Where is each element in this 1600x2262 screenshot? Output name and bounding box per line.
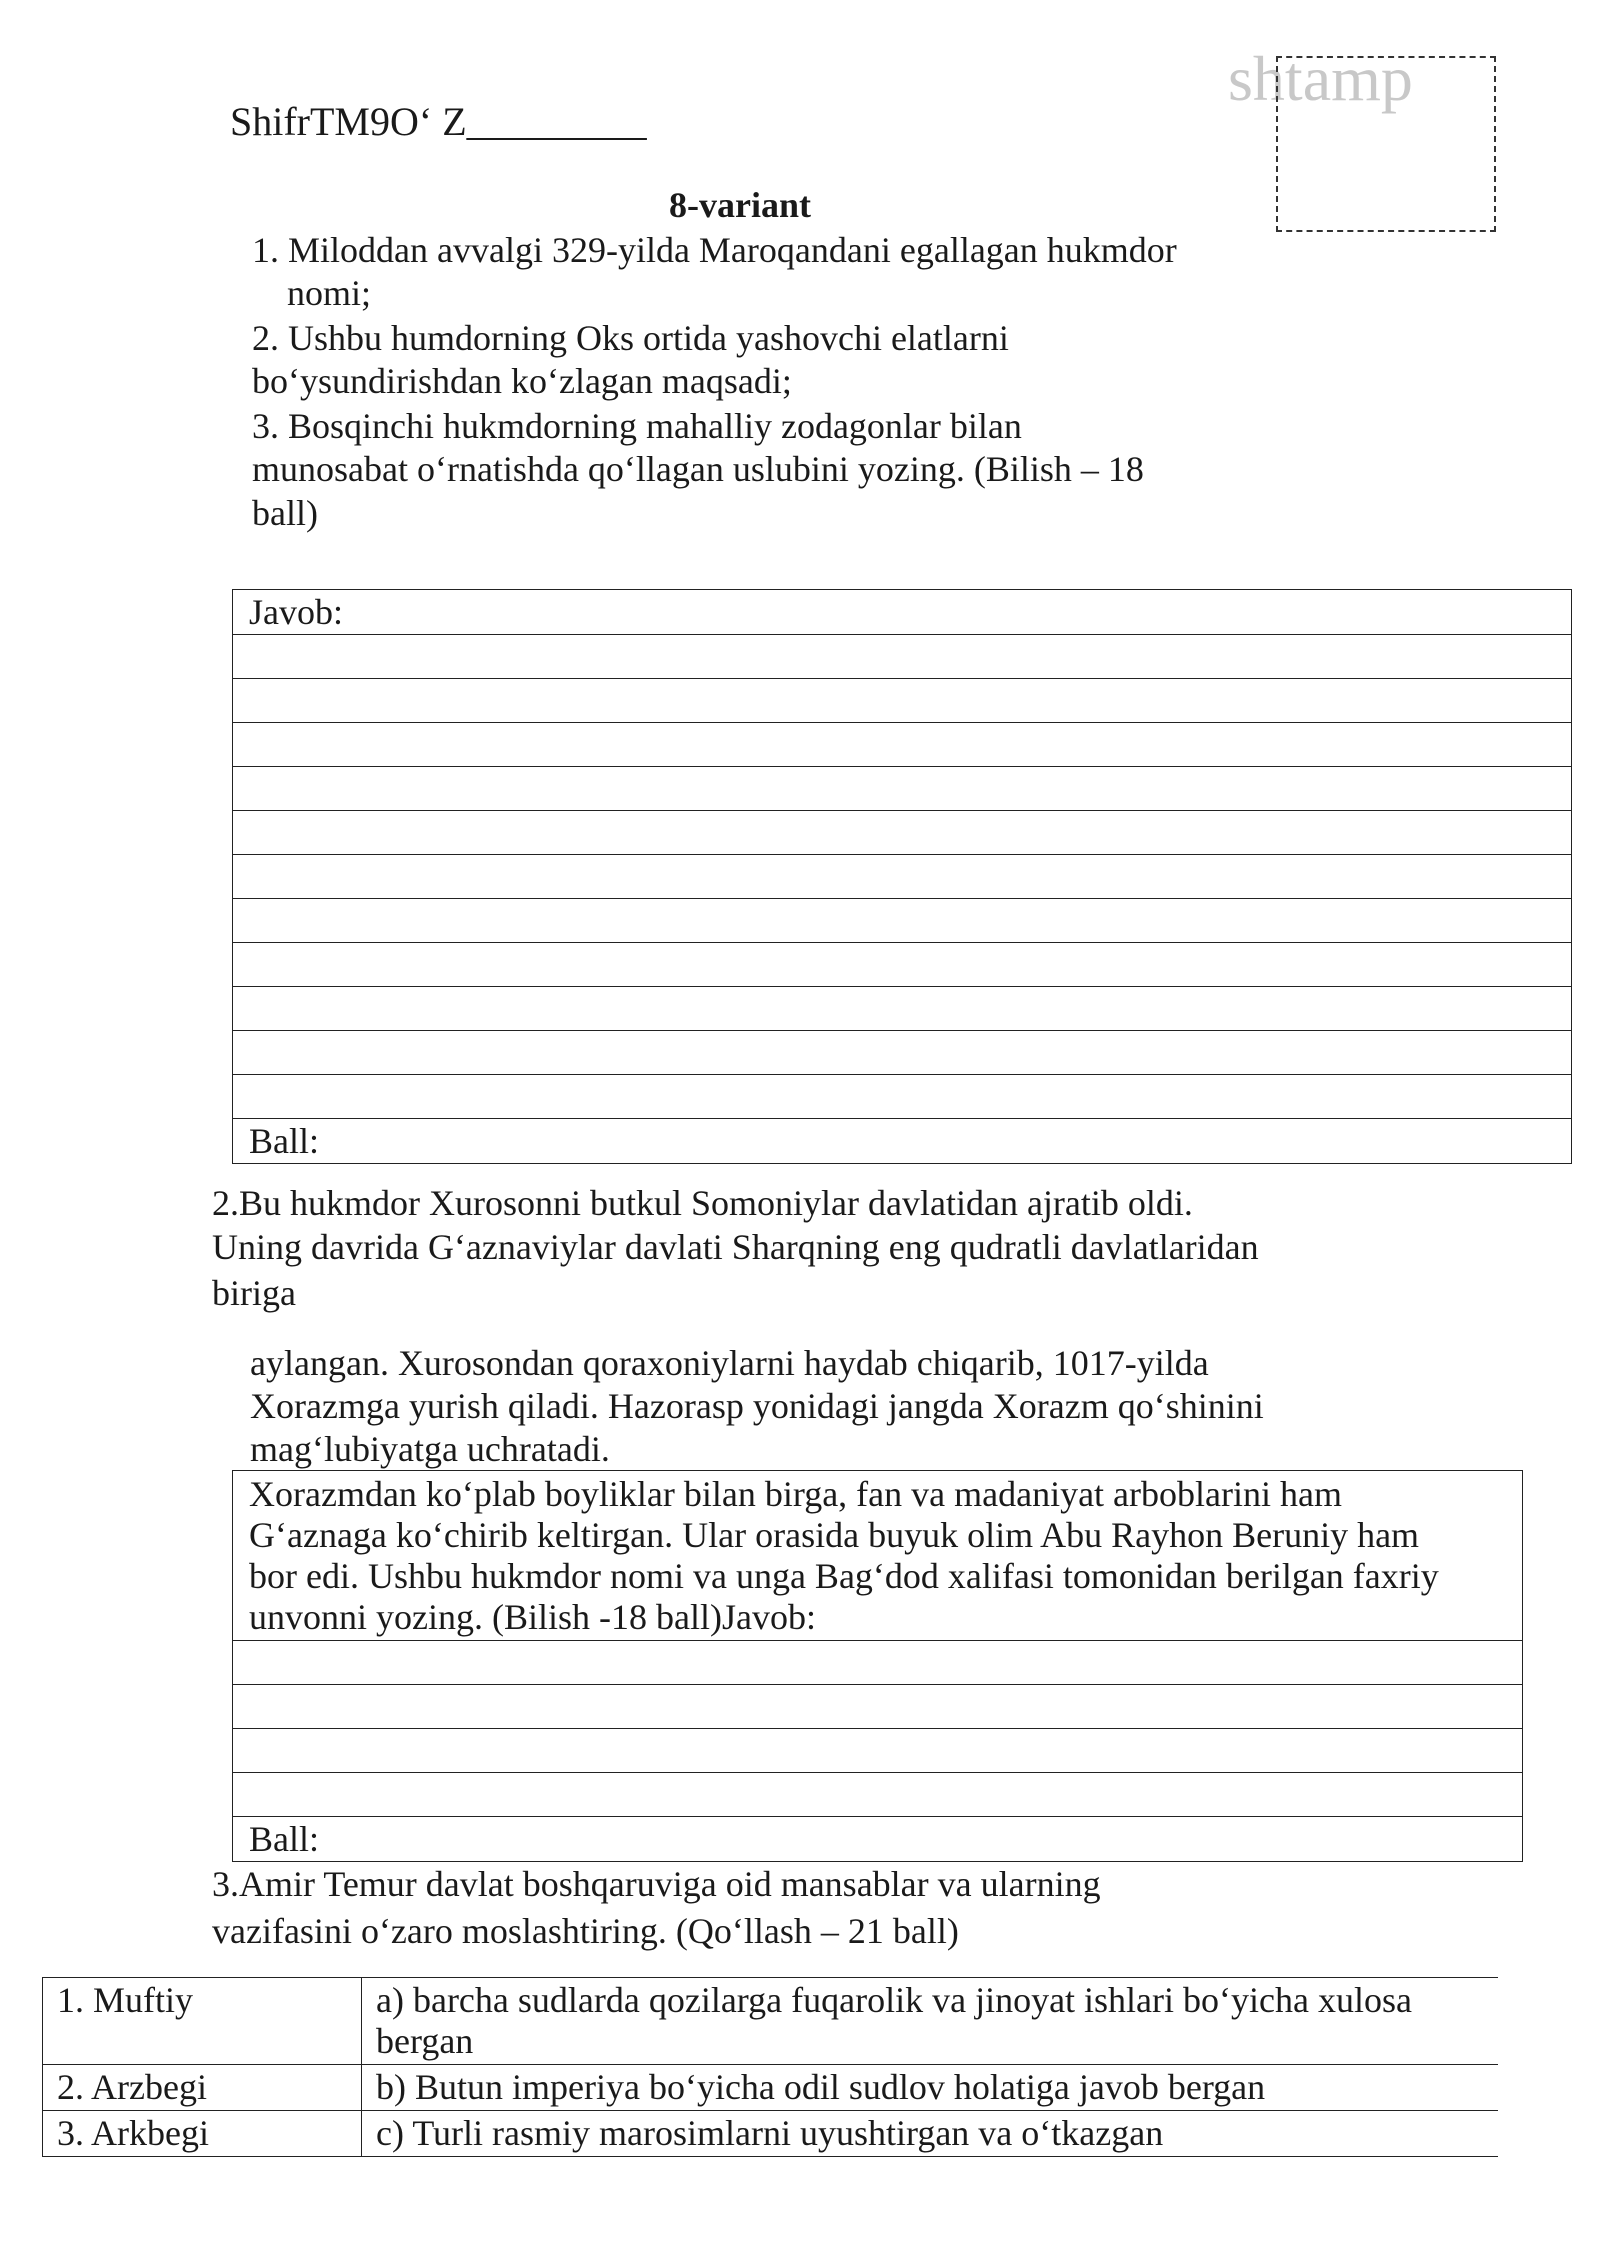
q1-line: 1. Miloddan avvalgi 329-yilda Maroqandani egallagan hukmdor [252,230,1177,270]
position-name: 2. Arzbegi [43,2065,362,2111]
position-duty [362,2065,1499,2111]
q2-box-line: bor edi. Ushbu hukmdor nomi va unga Bagʻdod xalifasi tomonidan berilgan faxriy [249,1556,1439,1596]
position-name: 1. Muftiy [43,1978,362,2065]
position-duty [362,1978,1499,2065]
answer-line[interactable] [233,1685,1523,1729]
answer-label: Javob: [233,590,1572,635]
variant-title: 8-variant [669,185,811,225]
answer-line[interactable] [233,1729,1523,1773]
q2-box-line: unvonni yozing. (Bilish -18 ball)Javob: [249,1597,816,1637]
answer-line[interactable] [233,899,1572,943]
q1-line: 3. Bosqinchi hukmdorning mahalliy zodagonlar bilan [252,406,1022,446]
answer-line[interactable] [233,943,1572,987]
answer-line[interactable] [233,1031,1572,1075]
duty-line: bergan [376,2021,474,2061]
q1-line: 2. Ushbu humdorning Oks ortida yashovchi elatlarni [252,318,1009,358]
answer-line[interactable] [233,987,1572,1031]
answer-line[interactable] [233,635,1572,679]
position-duty [362,2111,1499,2157]
q3-line: vazifasini oʻzaro moslashtiring. (Qoʻllash – 21 ball) [212,1911,959,1951]
cipher-field[interactable]: ShifrTM9Oʻ Z_________ [230,99,647,144]
matching-table [42,1977,1498,2157]
q2-box-line: Xorazmdan koʻplab boyliklar bilan birga, fan va madaniyat arboblarini ham [249,1474,1342,1514]
answer-line[interactable] [233,855,1572,899]
ball-label[interactable]: Ball: [233,1119,1572,1164]
matching-row [43,1978,1499,2065]
q2-line: 2.Bu hukmdor Xurosonni butkul Somoniylar davlatidan ajratib oldi. [212,1183,1193,1223]
q1-line: ball) [252,493,318,533]
matching-row [43,2111,1499,2157]
position-name: 3. Arkbegi [43,2111,362,2157]
ball-label[interactable]: Ball: [233,1817,1523,1862]
answer-line[interactable] [233,1075,1572,1119]
duty-line: c) Turli rasmiy marosimlarni uyushtirgan va oʻtkazgan [376,2113,1164,2153]
q1-line: boʻysundirishdan koʻzlagan maqsadi; [252,361,792,401]
q2-box-line: Gʻaznaga koʻchirib keltirgan. Ular orasida buyuk olim Abu Rayhon Beruniy ham [249,1515,1420,1555]
answer-line[interactable] [233,723,1572,767]
q2-line: Uning davrida Gʻaznaviylar davlati Sharqning eng qudratli davlatlaridan [212,1227,1259,1267]
answer-line[interactable] [233,767,1572,811]
q1-line: munosabat oʻrnatishda qoʻllagan uslubini yozing. (Bilish – 18 [252,449,1144,489]
q2-line: magʻlubiyatga uchratadi. [250,1429,610,1469]
q2-line: aylangan. Xurosondan qoraxoniylarni haydab chiqarib, 1017-yilda [250,1343,1209,1383]
duty-line: b) Butun imperiya boʻyicha odil sudlov holatiga javob bergan [376,2067,1266,2107]
duty-line: a) barcha sudlarda qozilarga fuqarolik va jinoyat ishlari boʻyicha xulosa [376,1980,1412,2020]
answer-line[interactable] [233,1773,1523,1817]
q1-answer-table [232,589,1572,1164]
q1-line: nomi; [287,273,372,313]
matching-row [43,2065,1499,2111]
q2-line: Xorazmga yurish qiladi. Hazorasp yonidagi jangda Xorazm qoʻshinini [250,1386,1264,1426]
answer-line[interactable] [233,1641,1523,1685]
q2-line: biriga [212,1273,296,1313]
q2-answer-table [232,1470,1523,1862]
answer-line[interactable] [233,811,1572,855]
q2-box-text [233,1471,1523,1641]
stamp-watermark: shtamp [1228,43,1413,114]
q3-line: 3.Amir Temur davlat boshqaruviga oid mansablar va ularning [212,1864,1101,1904]
answer-line[interactable] [233,679,1572,723]
